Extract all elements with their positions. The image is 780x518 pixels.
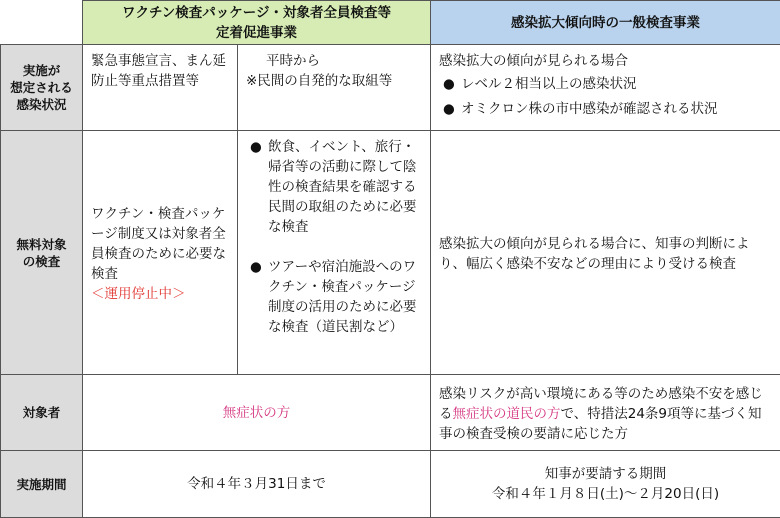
- free-test-col1-text: ワクチン・検査パッケージ制度又は対象者全員検査のために必要な検査: [91, 204, 231, 284]
- green-header: [83, 1, 431, 45]
- corner-cell: [1, 1, 83, 45]
- period-green: 令和４年３月31日まで: [83, 451, 431, 518]
- list-item: ● ツアーや宿泊施設へのワクチン・検査パッケージ制度の活用のために必要な検査（道民割など）: [246, 257, 424, 337]
- bullet-icon: ●: [443, 99, 455, 119]
- list-item: ● 飲食、イベント、旅行・帰省等の活動に際して陰性の検査結果を確認する民間の取組のために必要な検査: [246, 137, 424, 237]
- green-header-line2: 定着促進事業: [216, 25, 297, 41]
- period-label: 実施期間: [1, 451, 83, 518]
- situation-blue-bullets: [439, 74, 774, 119]
- free-test-bullets: [246, 137, 424, 337]
- free-test-col1: [83, 131, 238, 375]
- bullet-icon: ●: [250, 257, 262, 277]
- list-item: ● レベル２相当以上の感染状況: [439, 74, 774, 94]
- situation-col2-line1: 平時から: [246, 51, 424, 71]
- list-item: ● オミクロン株の市中感染が確認される状況: [439, 99, 774, 119]
- situation-blue-intro: 感染拡大の傾向が見られる場合: [439, 51, 774, 71]
- status-badge: ＜運用停止中＞: [91, 284, 231, 304]
- period-row: [1, 451, 780, 518]
- free-test-row: [1, 131, 780, 375]
- situation-row: [1, 45, 780, 131]
- situation-col2-line2: ※民間の自発的な取組等: [246, 71, 424, 91]
- period-blue-line1: 知事が要請する期間: [431, 464, 780, 484]
- situation-col2: [238, 45, 431, 131]
- target-label: 対象者: [1, 375, 83, 451]
- situation-label: 実施が 想定される 感染状況: [1, 45, 83, 131]
- free-test-col2: [238, 131, 431, 375]
- green-header-line1: ワクチン検査パッケージ・対象者全員検査等: [122, 5, 391, 21]
- target-highlight: 無症状の道民の方: [453, 406, 561, 422]
- target-green: 無症状の方: [83, 375, 431, 451]
- target-row: [1, 375, 780, 451]
- period-blue: [431, 451, 780, 518]
- bullet-icon: ●: [250, 137, 262, 157]
- bullet-icon: ●: [443, 74, 455, 94]
- target-blue: 感染リスクが高い環境にある等のため感染不安を感じる無症状の道民の方で、特措法24条9項等に基づく知事の検査受検の要請に応じた方: [431, 375, 780, 451]
- free-test-blue: 感染拡大の傾向が見られる場合に、知事の判断により、幅広く感染不安などの理由により受ける検査: [431, 131, 780, 375]
- blue-header: 感染拡大傾向時の一般検査事業: [431, 1, 780, 45]
- header-row: [1, 1, 780, 45]
- situation-col1: 緊急事態宣言、まん延防止等重点措置等: [83, 45, 238, 131]
- situation-blue: [431, 45, 780, 131]
- period-blue-line2: 令和４年１月８日(土)～２月20日(日): [431, 484, 780, 504]
- free-test-label: 無料対象 の検査: [1, 131, 83, 375]
